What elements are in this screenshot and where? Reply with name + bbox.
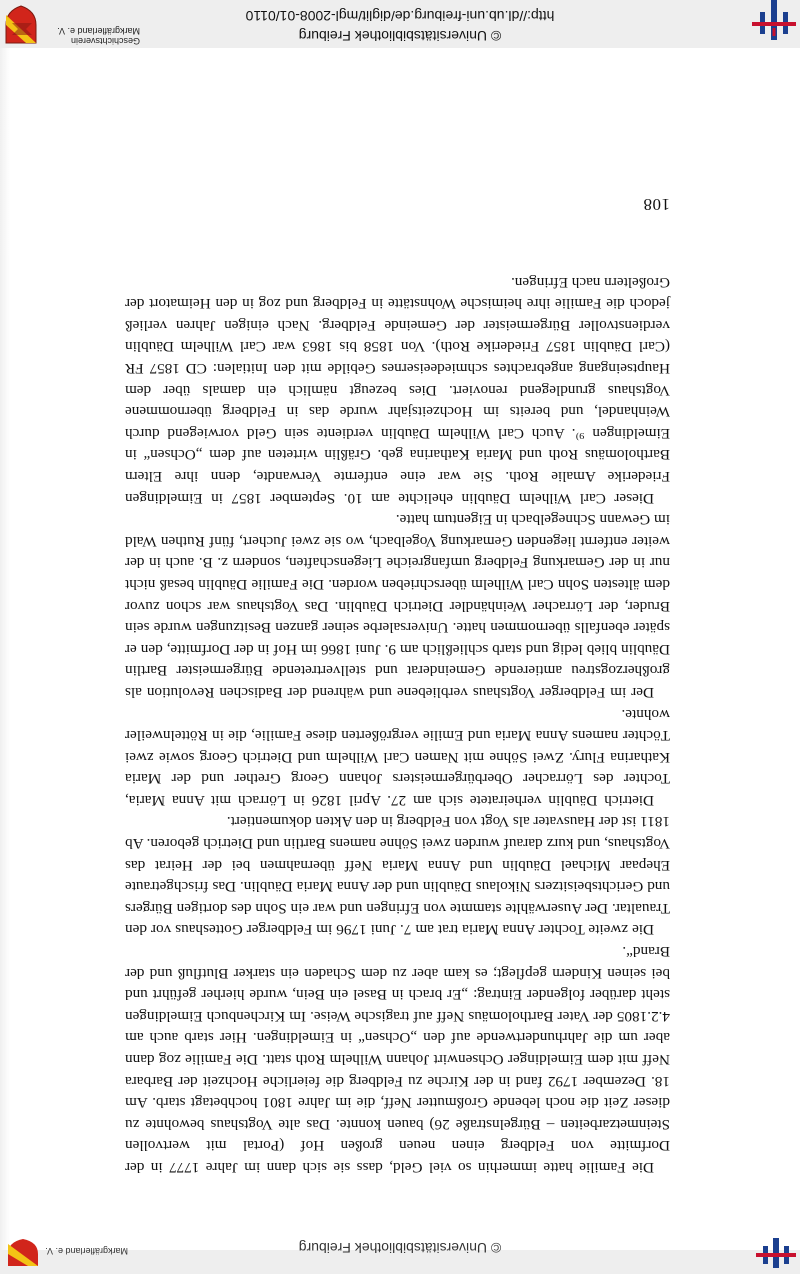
page-number: 108 [643,195,670,214]
society-line-2: Markgräflerland e. V. [57,26,140,36]
next-society-name: Markgräflerland e. V. [45,1246,128,1256]
viewer-header [0,0,800,49]
next-page-header [0,1240,800,1274]
paragraph-3: Dietrich Däublin verheiratete sich am 27. April 1826 in Lörrach mit Anna Maria, Tochter des Lörracher Oberbürgermeisters Johann Georg Grether und der Maria Katharina Flury. Zwei Söhne mit Namen Carl Wilhelm und Dietrich Georg sowie zwei Töchter namens Anna Maria und Emilie vergrößerten diese Familie, die in Röttelnweiler wohnte. [125,705,670,809]
scan-edge-shadow [0,48,10,1250]
paragraph-4: Der im Feldberger Vogtshaus verbliebene und während der Badischen Revolution als großherzogstreu amtierende Gemeinderat und stellvertretende Bürgermeister Bartlin Däublin blieb ledig und starb schließlich am 9. Juni 1866 im Hof in der Dorfmitte, den er später ebenfalls übernommen hatte. Universalerbe seiner ganzen Besitzungen wurde sein Bruder, der Lörracher Weinhändler Dietrich Däublin. Das Vogtshaus war schon zuvor dem ältesten Sohn Carl Wilhelm überschrieben worden. Die Familie Däublin besaß nicht nur in der Gemarkung Feldberg umfangreiche Liegenschaften, sondern z. B. auch in der weiter entfernt liegenden Gemarkung Vogelbach, wo sie zwei Juchert, fünf Ruthen Wald im Gewann Schnegelbach in Eigentum hatte. [125,511,670,701]
permalink-url[interactable]: http://dl.ub.uni-freiburg.de/diglit/mgl-2008-01/0110 [245,8,555,24]
mgl-logo-icon [756,1238,796,1268]
header-info [210,7,590,45]
page-text [125,271,670,1178]
copyright-notice: © Universitätsbibliothek Freiburg [298,28,502,44]
paragraph-1: Die Familie hatte immerhin so viel Geld, dass sie sich dann im Jahre 1777 in der Dorfmitte von Feldberg einen neuen großen Hof (Portal mit wertvollen Steinmetzarbeiten – Bürgelnstraße 26) bauen konnte. Das alte Vogtshaus bewohnte zu dieser Zeit die noch lebende Großmutter Neff, die im Jahre 1801 hochbetagt starb. Am 18. Dezember 1792 fand in der Kirche zu Feldberg die feierliche Hochzeit der Barbara Neff mit dem Eimeldinger Ochsenwirt Johann Wilhelm Roth statt. Die Familie zog dann aber um die Jahrhundertwende auf den „Ochsen“ in Eimeldingen. Hier starb auch am 4.2.1805 der Vater Bartholomäus Neff auf tragische Weise. Im Kirchenbuch Eimeldingen steht darüber folgender Eintrag: „Er brach in Basel ein Bein, wurde hierher geführt und bei seinen Kindern gepflegt; es kam aber zu dem Schaden ein starker Blutfluß und der Brand“. [125,943,670,1176]
society-name [44,26,140,46]
paragraph-5: Dieser Carl Wilhelm Däublin ehelichte am 10. September 1857 in Eimeldingen Friederike Amalie Roth. Sie war eine entfernte Verwandte, denn ihre Eltern Bartholomäus Roth und Maria Katharina geb. Gräßlin wirteten auf dem „Ochsen“ in Eimeldingen ⁹⁾. Auch Carl Wilhelm Däublin verdiente sein Geld vorwiegend durch Weinhandel, und bereits im Hochzeitsjahr wurde das in Feldberg übernommene Vogtshaus grundlegend renoviert. Dies bezeugt nämlich ein damals über dem Hauptseingang angebrachtes schmiedeeisernes Gebilde mit den Initialen: CD 1857 FR (Carl Däublin 1857 Friederike Roth). Von 1858 bis 1863 war Carl Wilhelm Däublin verdienstvoller Bürgermeister der Gemeinde Feldberg. Nach einigen Jahren verließ jedoch die Familie ihre heimische Wohnstätte in Feldberg und zog in den Heimatort der Großeltern nach Efringen. [125,273,670,507]
next-copyright: © Universitätsbibliothek Freiburg [298,1240,502,1256]
mgl-logo-icon [752,0,796,40]
scanned-page [0,48,800,1250]
paragraph-2: Die zweite Tochter Anna Maria trat am 7. Juni 1796 im Feldberger Gotteshaus vor den Traualtar. Der Auserwählte stammte von Efringen und war ein Sohn des dortigen Bürgers und Gerichtsbeisitzers Nikolaus Däublin und der Anna Maria Däublin. Das frischgetraute Ehepaar Michael Däublin und Anna Maria Neff übernahmen bei der Heirat das Vogtshaus, und kurz darauf wurden zwei Söhne namens Bartlin und Dietrich geboren. Ab 1811 ist der Hausvater als Vogt von Feldberg in den Akten dokumentiert. [125,813,670,939]
society-line-1: Geschichtsverein [70,36,140,46]
coat-of-arms-icon [4,5,38,45]
coat-of-arms-icon [6,1238,40,1268]
